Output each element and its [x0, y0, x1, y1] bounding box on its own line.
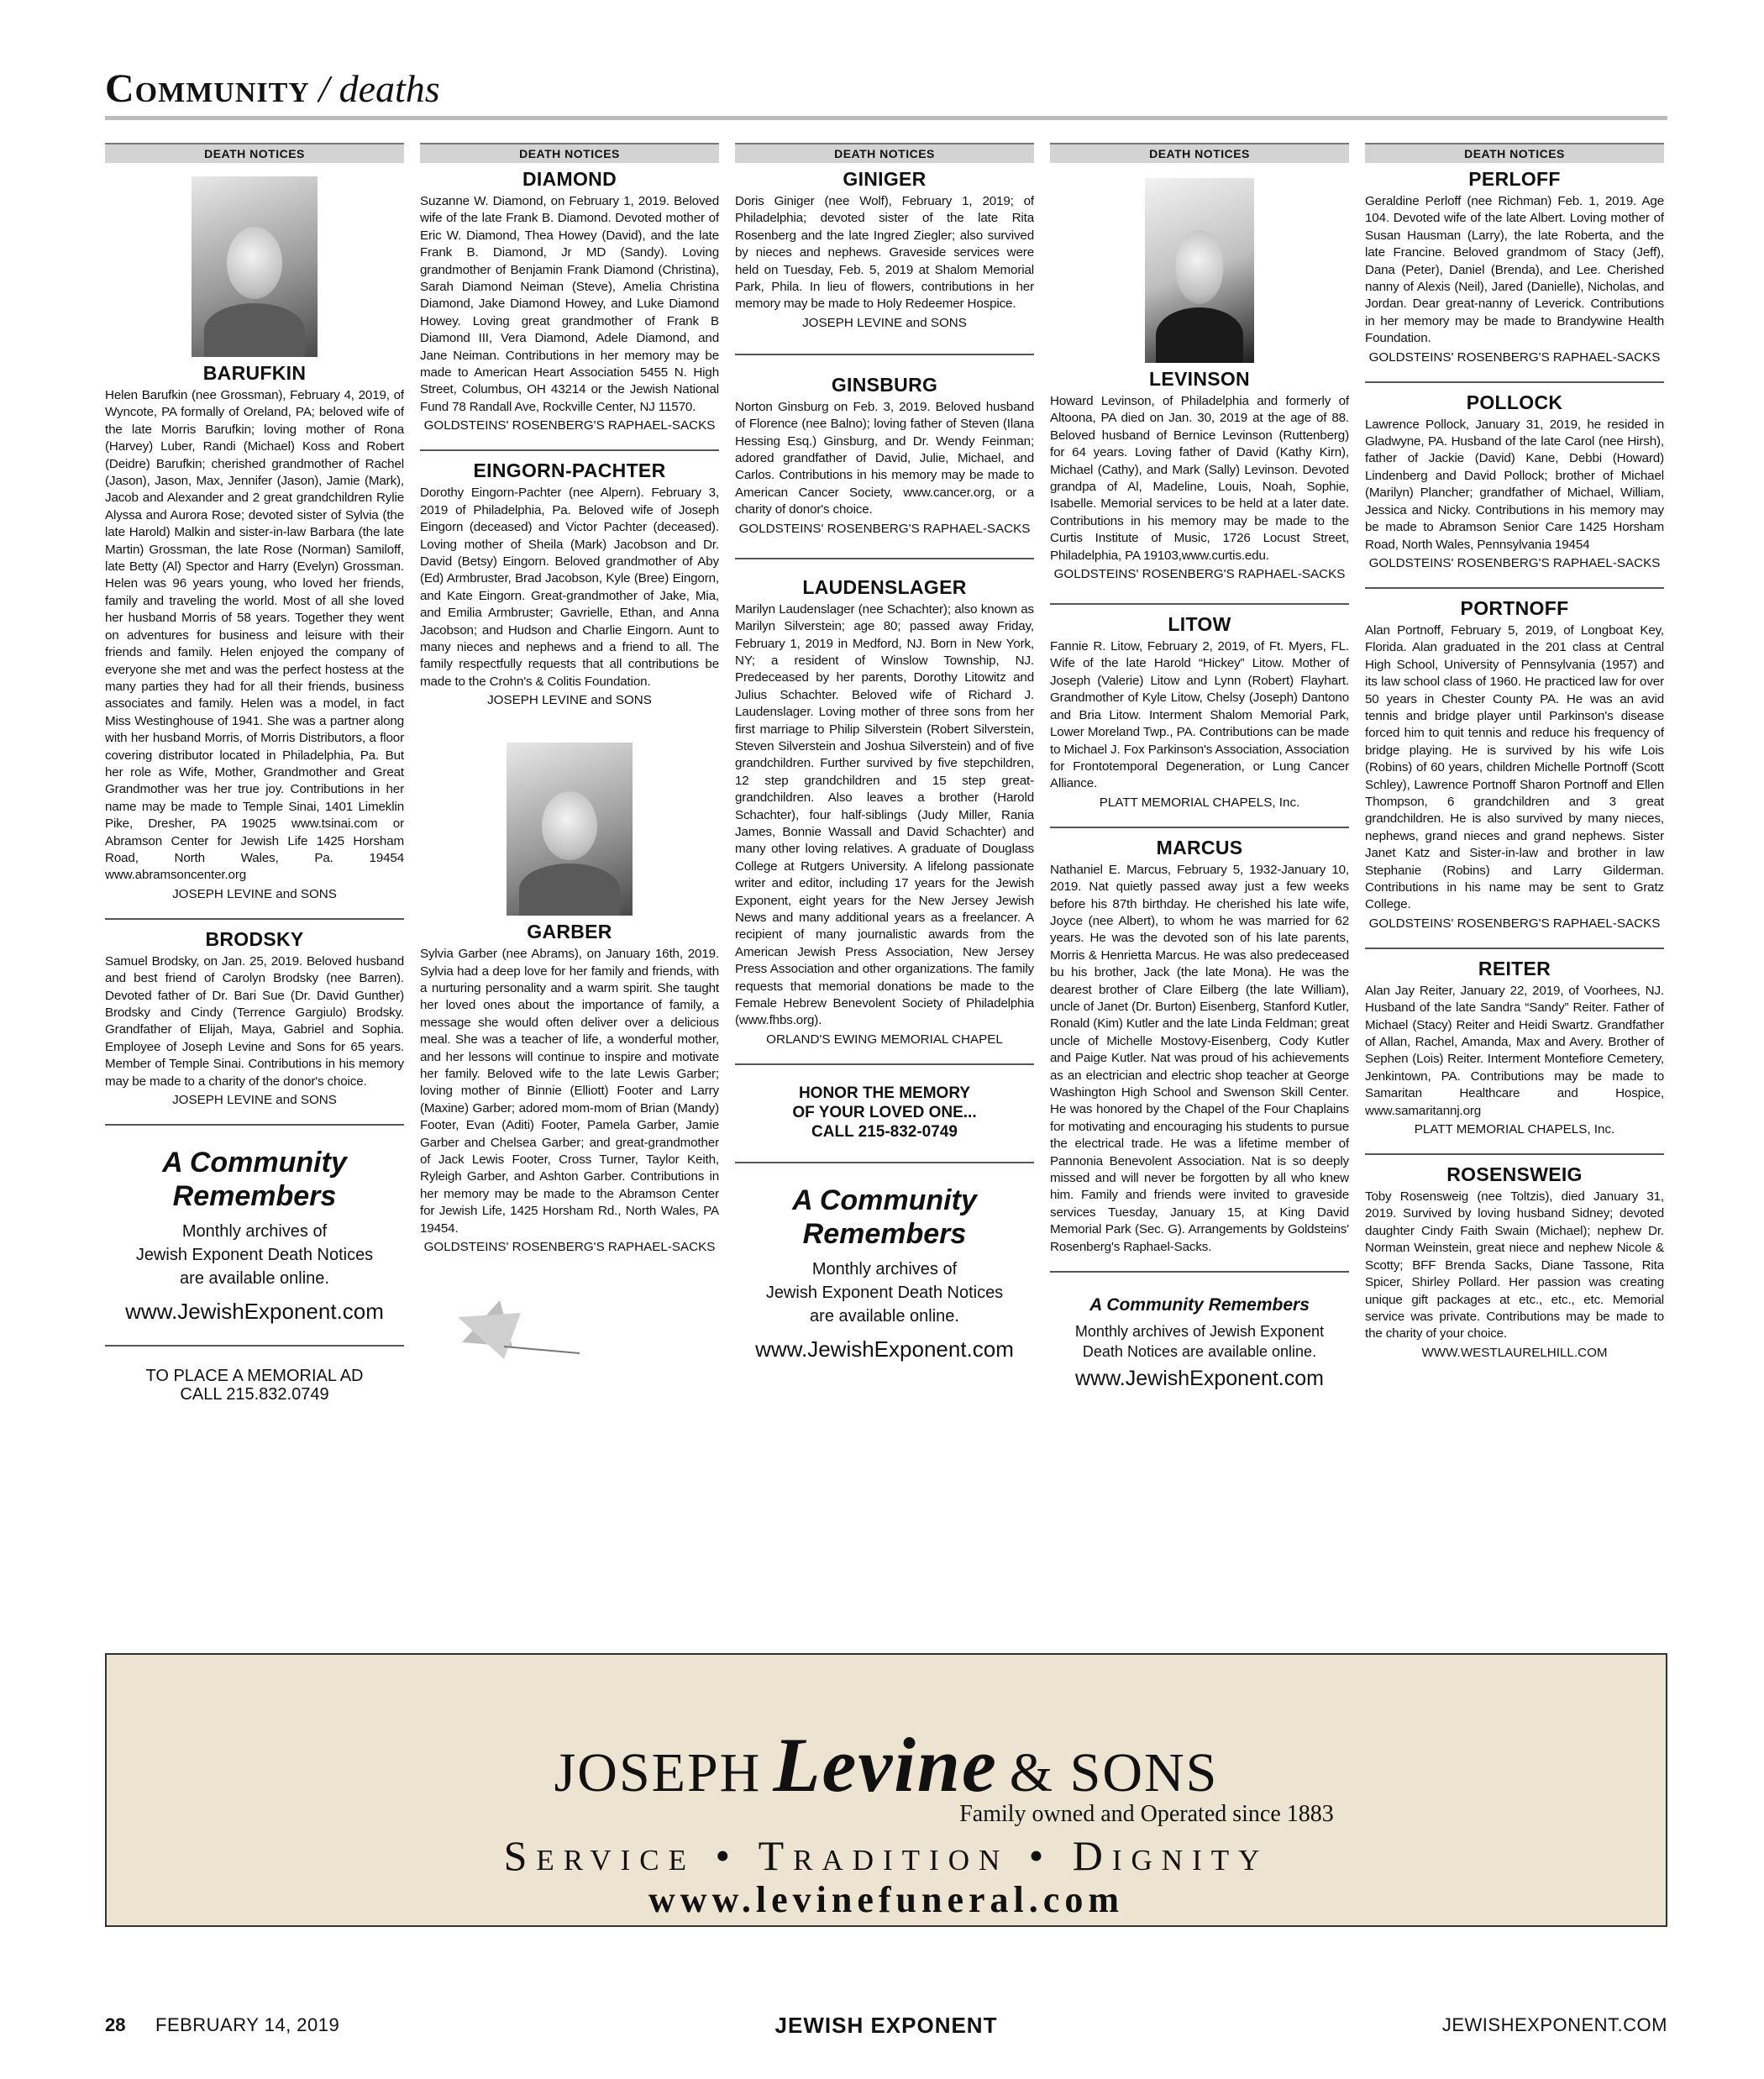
column-4 [1050, 143, 1349, 1625]
community-remembers-promo [105, 1146, 404, 1325]
notice-name: BARUFKIN [202, 362, 307, 384]
column-head: DEATH NOTICES [105, 143, 404, 163]
notice-funeral-home: ORLAND'S EWING MEMORIAL CHAPEL [766, 1032, 1003, 1047]
notice-body: Norton Ginsburg on Feb. 3, 2019. Beloved husband of Florence (nee Balno); loving father of Steven (Ilana Hessing Esq.) Ginsburg, and Dr. Wendy Feinman; adored grandfather of David, Julie, Michael, and Carlos. Contributions in his memory may be made to American Cancer Society, www.cancer.org, or a charity of donor's choice. [735, 399, 1034, 517]
portrait-photo-levinson [1145, 178, 1254, 363]
community-remembers-promo [1050, 1294, 1349, 1391]
notice-funeral-home: GOLDSTEINS' ROSENBERG'S RAPHAEL-SACKS [738, 521, 1031, 536]
notice-name: BRODSKY [205, 927, 304, 950]
notice-body: Dorothy Eingorn-Pachter (nee Alpern). February 3, 2019 of Philadelphia, Pa. Beloved wife of Joseph Eingorn (deceased) and Victor Pachter (deceased). Loving mother of Sheila (Mark) Jacobson and Dr. David (Betsy) Eingorn. Beloved grandmother of Aby (Ed) Armbruster, Brad Jacobson, Kyle (Bree) Eingorn, and Kate Eingorn. Great-grandmother of Jake, Mia, and Emilia Armbruster; Gavrielle, Ethan, and Anna Jacobson; and Hudson and Charlie Eingorn. Aunt to many nieces and nephews and a friend to all. The family respectfully requests that all contributions be made to the Crohn's & Colitis Foundation. [420, 486, 719, 689]
column-3 [735, 143, 1034, 1625]
notice-name: GINSBURG [831, 373, 938, 396]
notice-funeral-home: GOLDSTEINS' ROSENBERG'S RAPHAEL-SACKS [423, 418, 716, 433]
notice-body: Helen Barufkin (nee Grossman), February 4, 2019, of Wyncote, PA formally of Oreland, PA; beloved wife of the late Morris Barufkin; loving mother of Rona (Harvey) Luber, Randi (Michael) Koss and Robert (Deidre) Barufkin; cherished grandmother of Rachel (Jason), Jason, Max, Jennifer (Jason), Jamie (Mark), Jacob and Alexander and 2 great grandchildren Rylie Alyssa and Aurora Rose; devoted sister of Sylvia (the late Harold) Malkin and sister-in-law Barbara (the late Martin) Grossman, the late Rose (Norman) Samiloff, late Betty (Al) Spector and Harry (Evelyn) Grossman. Helen was 96 years young, who loved her friends, family and traveling the world. Most of all she loved her husband Morris of 58 years. Together they went on adventures for business and leisure with their friends and family. Helen enjoyed the company of everyone she met and was the perfect hostess at the many parties they had for all their friends, business associates and family. Helen was a model, in fact Miss Westinghouse of 1941. She was a partner along with her husband Morris, of Morris Distributors, a floor covering distributor located in Philadelphia, Pa. But her role as Wife, Mother, Grandmother and Great Grandmother was her true joy. Contributions in her name may be made to Temple Sinai, 1401 Limeklin Pike, Dresher, PA 19025 www.tsinai.com or Abramson Center for Jewish Life 1425 Horsham Road, North Wales, Pa. 19454 www.abramsoncenter.org [105, 388, 404, 883]
notice-body: Alan Portnoff, February 5, 2019, of Longboat Key, Florida. Alan graduated in the 201 class at Central High School, University of Pennsylvania (1957) and its law school class of 1960. He practiced law for over 50 years in Chester County PA. He was an avid tennis and bridge player until Parkinson's disease forced him to quit tennis and reduce his frequency of bridge playing. He is survived by his wife Lois (Robins) of 60 years, children Michelle Portnoff (Scott Schley), Lawrence Portnoff Sharon Portnoff and Ellen Thompson, 6 grandchildren and 3 great grandchildren. He is also survived by many nieces, nephews, grand nieces and grand nephews. Sister Janet Katz and Sister-in-law and brother in law Stephanie (Robins) and Larry Gilderman. Contributions in his name may be sent to Gratz College. [1365, 622, 1664, 912]
notice-litow [1050, 613, 1349, 811]
notice-perloff [1365, 168, 1664, 366]
notice-funeral-home: JOSEPH LEVINE and SONS [802, 315, 967, 330]
notice-rosensweig [1365, 1163, 1664, 1362]
notice-laudenslager [735, 576, 1034, 1048]
memorial-ad-notice [105, 1367, 404, 1404]
notice-name: LAUDENSLAGER [802, 575, 967, 598]
notice-funeral-home: JOSEPH LEVINE and SONS [487, 693, 652, 708]
notice-body: Geraldine Perloff (nee Richman) Feb. 1, 2019. Age 104. Devoted wife of the late Albert. Loving mother of Susan Hausman (Larry), the late Roberta, and the late Francine. Beloved grandmom of Stacy (Jeff), Dana (Peter), Daniel (Brenda), and Lee. Cherished nanny of Alexis (Neil), Jared (Danielle), Nicholas, and Jordan. Dear great-nanny of Leverick. Contributions in her memory may be made to Brandywine Health Foundation. [1365, 194, 1664, 346]
notice-funeral-home: PLATT MEMORIAL CHAPELS, Inc. [1414, 1122, 1615, 1137]
divider [1365, 1153, 1664, 1155]
notice-funeral-home: GOLDSTEINS' ROSENBERG'S RAPHAEL-SACKS [1053, 567, 1346, 582]
ad-logo-line [107, 1720, 1666, 1809]
notice-pollock [1365, 391, 1664, 572]
section-subtitle: / deaths [318, 67, 440, 110]
notice-marcus [1050, 837, 1349, 1256]
promo-text: are available online. [810, 1306, 959, 1326]
notice-body: Howard Levinson, of Philadelphia and formerly of Altoona, PA died on Jan. 30, 2019 at the age of 88. Beloved husband of Bernice Levinson (Ruttenberg) for 64 years. Loving father of David (Kathy Kirn), Michael (Cathy), and Mark (Sally) Levinson. Devoted grandpa of Al, Madeline, Louis, Noah, Sophie, Isabelle. Memorial services to be held at a later date. Contributions in his memory may be made to the Curtis Institute of Music, 1726 Locust Street, Philadelphia, PA 19103,www.curtis.edu. [1050, 394, 1349, 563]
notice-funeral-home: JOSEPH LEVINE and SONS [172, 1093, 337, 1108]
promo-title: A Community Remembers [162, 1147, 347, 1213]
notice-name: GINIGER [843, 168, 927, 190]
notice-name: LITOW [1168, 613, 1231, 636]
levine-funeral-advertisement[interactable] [105, 1653, 1667, 1927]
notice-body: Alan Jay Reiter, January 22, 2019, of Voorhees, NJ. Husband of the late Sandra “Sandy” Reiter. Father of Michael (Stacy) Reiter and Heidi Swartz. Grandfather of Allan, Rachel, Amanda, Max and Avery. Brother of Sephen (Lois) Reiter. Interment Montefiore Cemetery, Jenkintown, PA. Contributions may be made to Samaritan Healthcare and Hospice, www.samaritannj.org [1365, 983, 1664, 1118]
publication-name: JEWISH EXPONENT [774, 2013, 998, 2038]
notice-name: GARBER [527, 921, 612, 943]
promo-text: Jewish Exponent Death Notices [765, 1283, 1004, 1302]
notice-body: Nathaniel E. Marcus, February 5, 1932-January 10, 2019. Nat quietly passed away just a few weeks before his 87th birthday. He cherished his late wife, Joyce (nee Albert), to whom he was married for 62 years. He was the devoted son of his late parents, Morris & Henrietta Marcus. He was also predeceased bu his brother, Jack (the late Mona). He was the dearest brother of Clare Eilberg (the late William), uncle of Janet (Dr. Burton) Eisenberg, Stanford Kutler, Ronald (Kim) Kutler and the late Linda Feldman; great uncle of Michelle Mostovy-Eisenberg, Cody Kutler and Paige Kutler. Nat was proud of his achievements as an electrician and electric shop teacher at George Washington High School and Swenson Skill Center. He was honored by the Chapel of the Four Chaplains for motivating and encouraging his students to pursue the electrical trade. He was a lifetime member of Pannonia Benevolent Association. Nat is so deeply missed and will never be forgotten by all who knew him. Family and friends were invited to graveside services Tuesday, January 15, at King David Memorial Park (Sec. G). Arrangements by Goldsteins' Rosenberg's Raphael-Sacks. [1050, 862, 1349, 1254]
column-head: DEATH NOTICES [1365, 143, 1664, 163]
honor-line: HONOR THE MEMORY [798, 1084, 971, 1102]
ad-website-link[interactable]: www.levinefuneral.com [648, 1879, 1124, 1920]
honor-phone: CALL 215-832-0749 [811, 1122, 958, 1141]
publication-website[interactable]: JEWISHEXPONENT.COM [1441, 2014, 1667, 2035]
promo-text: are available online. [180, 1269, 329, 1289]
honor-line: OF YOUR LOVED ONE... [792, 1103, 977, 1121]
ad-tagline: Family owned and Operated since 1883 [959, 1801, 1334, 1827]
notice-name: PERLOFF [1468, 168, 1561, 190]
promo-title: A Community Remembers [1089, 1295, 1310, 1315]
promo-url-link[interactable]: www.JewishExponent.com [1075, 1367, 1324, 1391]
notice-funeral-home: GOLDSTEINS' ROSENBERG'S RAPHAEL-SACKS [1368, 916, 1661, 931]
ad-sons: & SONS [1009, 1742, 1219, 1803]
notice-body: Fannie R. Litow, February 2, 2019, of Ft. Myers, FL. Wife of the late Harold “Hickey” Litow. Mother of Joseph (Valerie) Litow and Lynn (Robert) Flayhart. Grandmother of Kyle Litow, Chelsy (Joseph) Dantono and Bria Litow. Interment Shalom Memorial Park, Lower Moreland Twp., PA. Contributions can be made to Michael J. Fox Parkinson's Association, Association for Frontotemporal Degeneration, or Lung Cancer Alliance. [1050, 639, 1349, 791]
promo-text: Jewish Exponent Death Notices [135, 1246, 374, 1265]
section-header [105, 66, 1667, 113]
notice-website-link[interactable]: WWW.WESTLAURELHILL.COM [1421, 1345, 1608, 1360]
notice-body: Doris Giniger (nee Wolf), February 1, 2019; of Philadelphia; devoted sister of the late Rita Rosenberg and the late Ingred Ziegler; also survived by nieces and nephews. Graveside services were held on Tuesday, Feb. 5, 2019 at Shalom Memorial Park, Phila. In lieu of flowers, contributions in her memory may be made to Holy Redeemer Hospice. [735, 194, 1034, 312]
notice-body: Suzanne W. Diamond, on February 1, 2019. Beloved wife of the late Frank B. Diamond. Devoted mother of Eric W. Diamond, Thea Howey (David), and the late Frank B. Diamond, Jr MD (Sandy). Loving grandmother of Benjamin Frank Diamond (Christina), Sarah Diamond Neiman (Steve), Amelia Christina Diamond, Jake Diamond Howey, and Luke Diamond Howey. Loving great grandmother of Frank B Diamond III, Vera Diamond, Adele Diamond, and Jane Neiman. Contributions in her memory may be made to American Heart Association 5455 N. High Street, Columbus, OH 43214 or the Jewish National Fund 78 Randall Ave, Rockville Center, NJ 11570. [420, 194, 719, 414]
page-number: 28 [105, 2014, 126, 2035]
column-head: DEATH NOTICES [1050, 143, 1349, 163]
memorial-phone: CALL 215.832.0749 [180, 1385, 329, 1404]
section-title: Community [105, 66, 310, 111]
notice-name: EINGORN-PACHTER [473, 459, 666, 482]
column-2 [420, 143, 719, 1625]
notice-eingorn-pachter [420, 459, 719, 709]
ad-levine-script-logo: Levine [773, 1722, 998, 1808]
divider [420, 449, 719, 451]
column-head: DEATH NOTICES [735, 143, 1034, 163]
star-of-david-decoration [454, 1296, 580, 1363]
notice-name: PORTNOFF [1460, 596, 1569, 619]
notice-giniger [735, 168, 1034, 332]
notice-name: DIAMOND [522, 168, 617, 190]
notice-barufkin [105, 362, 404, 903]
portrait-photo-garber [507, 743, 633, 916]
divider [1050, 603, 1349, 605]
notice-name: POLLOCK [1466, 391, 1563, 413]
notice-garber [420, 921, 719, 1256]
divider [735, 1063, 1034, 1065]
notice-name: LEVINSON [1149, 368, 1250, 390]
divider [105, 918, 404, 920]
page-footer [105, 2014, 1667, 2048]
promo-text: Monthly archives of [811, 1259, 958, 1278]
divider [105, 1345, 404, 1347]
memorial-line: TO PLACE A MEMORIAL AD [145, 1367, 364, 1386]
promo-text: Monthly archives of Jewish Exponent [1074, 1323, 1325, 1341]
notice-brodsky [105, 928, 404, 1109]
divider [735, 558, 1034, 559]
promo-url-link[interactable]: www.JewishExponent.com [755, 1336, 1014, 1362]
divider [735, 354, 1034, 355]
community-remembers-promo [735, 1184, 1034, 1362]
notice-funeral-home: GOLDSTEINS' ROSENBERG'S RAPHAEL-SACKS [423, 1240, 716, 1255]
divider [1050, 827, 1349, 828]
divider [1365, 948, 1664, 949]
notice-body: Toby Rosensweig (nee Toltzis), died January 31, 2019. Survived by loving husband Sidney; devoted daughter Cindy Faith Swain (Michael); nephew Dr. Norman Weinstein, great niece and nephew Nicole & Scotty; BFF Brenda Sacks, Diane Tassone, Rita Spicer, Shirley Pollard. Her passion was creating unique gift packages at etc., etc., etc. Memorial service was private. Contributions may be made to the charity of your choice. [1365, 1189, 1664, 1341]
promo-title: A Community Remembers [792, 1184, 977, 1250]
divider [1050, 1271, 1349, 1273]
honor-memory-ad [735, 1084, 1034, 1142]
divider [105, 1124, 404, 1126]
portrait-photo-barufkin [192, 176, 318, 357]
header-rule [105, 116, 1667, 120]
notice-body: Samuel Brodsky, on Jan. 25, 2019. Beloved husband and best friend of Carolyn Brodsky (nee Barren). Devoted father of Dr. Bari Sue (Dr. David Gunther) Brodsky and Cindy (Terrence Gargiulo) Brodsky. Grandfather of Elijah, Maya, Gabriel and Sophia. Employee of Joseph Levine and Sons for 65 years. Member of Temple Sinai. Contributions in his memory may be made to a charity of the donor's choice. [105, 953, 404, 1089]
divider [1365, 381, 1664, 383]
notice-body: Lawrence Pollock, January 31, 2019, he resided in Gladwyne, PA. Husband of the late Carol (nee Hirsh), father of Jackie (David) Kane, Debbi (Howard) Lindenberg and David Pollock; brother of Michael (Marilyn) Plancher; grandfather of Michael, William, Jessica and Nicky. Contributions in his memory may be made to Abramson Senior Care 1425 Horsham Road, North Wales, Pennsylvania 19454 [1365, 417, 1664, 552]
notice-diamond [420, 168, 719, 434]
notice-name: REITER [1478, 957, 1551, 979]
notice-reiter [1365, 958, 1664, 1138]
promo-text: Monthly archives of [181, 1222, 328, 1242]
column-5 [1365, 143, 1664, 1625]
notice-funeral-home: PLATT MEMORIAL CHAPELS, Inc. [1099, 795, 1300, 810]
column-1 [105, 143, 404, 1625]
notice-funeral-home: JOSEPH LEVINE and SONS [172, 886, 337, 901]
notice-body: Marilyn Laudenslager (nee Schachter); also known as Marilyn Silverstein; age 80; passed away Friday, February 1, 2019 in Medford, NJ. Born in New York, NY; a resident of Winslow Township, NJ. Predeceased by her parents, Dorothy Litowitz and Julius Schachter. Beloved wife of Richard J. Laudenslager. Loving mother of three sons from her first marriage to Philip Silverstein (Robert Silverstein, Steven Silverstein and Joshua Silverstein) and of five grandchildren. Further survived by five stepchildren, 12 step grandchildren and 15 step great-grandchildren. Also leaves a brother (Harold Schachter), four half-siblings (Judy Miller, Rania James, Bonnie Wassall and David Schachter) and many other loving relatives. A graduate of Douglass College at Rutgers University. A lifelong passionate writer and editor, including 17 years for the Jewish Exponent, eight years for the New Jersey Jewish News and many additional years as a freelancer. A recipient of many journalistic awards from the American Jewish Press Association, New Jersey Press Association and other organizations. The family requests that memorial donations be made to the Female Hebrew Benevolent Society of Philadelphia (www.fhbs.org). [735, 601, 1034, 1028]
notice-ginsburg [735, 374, 1034, 538]
issue-date: FEBRUARY 14, 2019 [155, 2014, 340, 2035]
promo-url-link[interactable]: www.JewishExponent.com [125, 1299, 384, 1325]
column-head: DEATH NOTICES [420, 143, 719, 163]
notice-funeral-home: GOLDSTEINS' ROSENBERG'S RAPHAEL-SACKS [1368, 555, 1661, 570]
divider [735, 1162, 1034, 1163]
notice-name: MARCUS [1156, 836, 1243, 858]
ad-values: Service • Tradition • Dignity [503, 1832, 1269, 1879]
divider [1365, 587, 1664, 589]
notice-levinson [1050, 368, 1349, 583]
notice-portnoff [1365, 597, 1664, 932]
ad-joseph: JOSEPH [554, 1742, 762, 1803]
notice-body: Sylvia Garber (nee Abrams), on January 16th, 2019. Sylvia had a deep love for her family and friends, with a nurturing personality and a warm spirit. She taught her loved ones about the importance of family, a message she would often deliver over a delicious meal. She was a teacher of life, a wonderful mother, and her lessons will continue to inspire and motivate her family. Beloved wife to the late Lewis Garber; loving mother of Binnie (Elliott) Footer and Larry (Maxine) Garber; adored mom-mom of Brian (Mandy) Footer, Evan (Aditi) Footer, Pamela Garber, Jamie Garber and Chelsea Garber; and great-grandmother of Jack Lewis Footer, Cross Turner, Taylor Keith, Ryleigh Garber, and Ashton Garber. Contributions in her memory may be made to the Abramson Center for Jewish Life, 1425 Horsham Rd., North Wales, PA 19454. [420, 947, 719, 1236]
notice-name: ROSENSWEIG [1446, 1163, 1583, 1186]
notice-funeral-home: GOLDSTEINS' ROSENBERG'S RAPHAEL-SACKS [1368, 349, 1661, 365]
promo-text: Death Notices are available online. [1082, 1343, 1317, 1361]
